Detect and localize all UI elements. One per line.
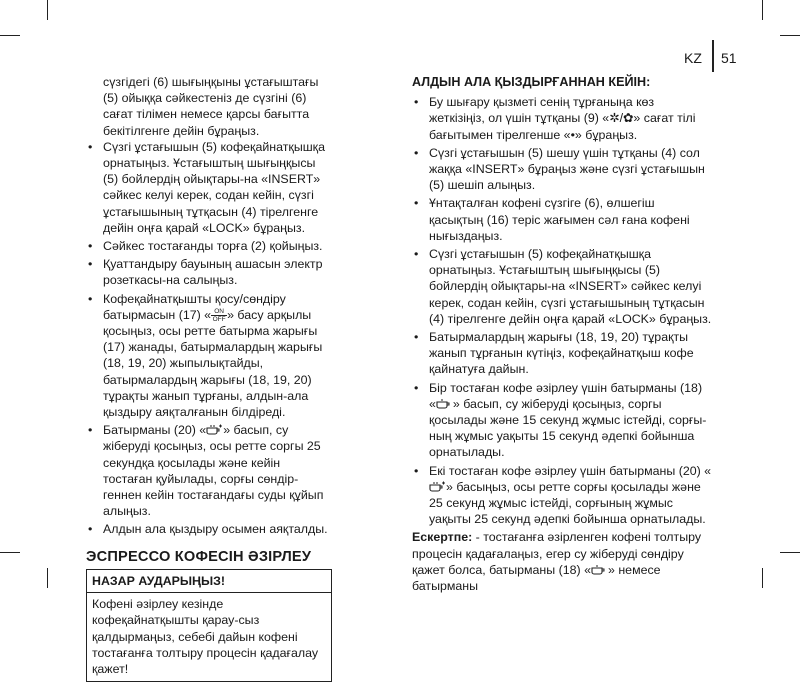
crop-mark <box>780 552 800 553</box>
crop-mark <box>762 568 763 588</box>
double-cup-text-b: » басып, су жіберуді қосыңыз, осы ретте соргы 25 секундқа қосылады және кейін тостаған қуйылады, сорғы сөндір-геннен кейін тостағандағы суды құйып алыңыз. <box>103 423 324 519</box>
list-item: • Сәйкес тостағанды торға (2) қойыңыз. <box>86 238 332 254</box>
list-item: • Ұнтақталған кофені сүзгіге (6), өлшегіш қасықтың (16) теріс жағымен сәл ғана кофені нығыздаңыз. <box>412 195 712 244</box>
list-item: • Сүзгі ұстағышын (5) кофеқайнатқышқа орнатыңыз. Ұстағыштың шығыңқысы (5) бойлердің ойықтары-на «INSERT» сәйкес келуі керек, содан кейін, сүзгі ұстағышының тұтқасын (4) тірелгенге дейін оңға қарай «LOCK» бұраңыз. <box>412 246 712 327</box>
note-paragraph <box>412 529 712 594</box>
list-item: • Кофеқайнатқышты қосу/сөндіру батырмасын (17) « ON OFF » басу арқылы қосыңыз, осы ретте батырма жарығы (17) жанады, батырмалардың жарығы (18, 19, 20) жыпылықтайды, батырмалардың жарығы (18, 19, 20) тұрақты жанып тұрғаны, алдын-ала қыздыру аяқталғанын білдіреді. <box>86 291 332 421</box>
list-item <box>412 380 712 461</box>
note-text-a: - тостағанға әзірленген кофені толтыру процесін қадағалаңыз, егер су жіберуді сөндіру қажет болса, батырманы (18) « <box>412 530 702 577</box>
list-item <box>412 463 712 528</box>
double-cup-icon <box>429 481 446 492</box>
steam-text-b: » сағат тілі бағытымен тірелгенше «•» бұраңыз. <box>429 111 696 142</box>
onoff-on-label: ON <box>211 308 227 316</box>
crop-mark <box>0 35 20 36</box>
crop-mark <box>780 35 800 36</box>
section-title: ЭСПРЕССО КОФЕСІН ӘЗІРЛЕУ <box>86 548 312 565</box>
crop-mark <box>0 552 20 553</box>
single-cup-text-b: » басып, су жіберуді қосыңыз, соргы қосылады және 15 секунд жұмыс істейді, сорғы-ның жұмыс уақыты 15 секунд әдепкі бойынша орнатылады. <box>429 396 707 460</box>
warning-title: НАЗАР АУДАРЫҢЫЗ! <box>87 570 331 593</box>
warning-box <box>86 569 332 682</box>
power-onoff-icon <box>211 308 227 323</box>
left-column <box>86 74 332 682</box>
list-item: • Сүзгі ұстағышын (5) шешу үшін тұтқаны (4) сол жаққа «INSERT» бұраңыз және сүзгі ұстағышын (5) шешіп алыңыз. <box>412 145 712 194</box>
single-cup-icon <box>591 564 608 575</box>
list-item: • Қуаттандыру бауының ашасын электр розеткасы-на салыңыз. <box>86 256 332 288</box>
crop-mark <box>47 568 48 588</box>
steam-symbol-icon: ✲/✿ <box>609 111 634 126</box>
onoff-text-a: Кофеқайнатқышты қосу/сөндіру батырмасын (17) <box>103 291 286 322</box>
list-item: • Алдын ала қыздыру осымен аяқталды. <box>86 521 332 537</box>
double-cup-text-a: Екі тостаған кофе әзірлеу үшін батырманы (20) « <box>429 463 712 478</box>
list-item <box>86 422 332 519</box>
steam-text-a: Бу шығару қызметі сенің тұрғаныңа көз жеткізіңіз, ол үшін тұтқаны (9) « <box>429 95 655 126</box>
left-bullet-list <box>86 139 332 538</box>
single-cup-text-a: Бір тостаған кофе әзірлеу үшін батырманы (18) « <box>429 380 703 411</box>
language-code: KZ <box>684 50 702 66</box>
double-cup-icon <box>206 424 223 435</box>
right-bullet-list <box>412 94 712 527</box>
crop-mark <box>47 0 48 20</box>
list-item: • Батырмалардың жарығы (18, 19, 20) тұрақты жанып тұрғанын күтіңіз, кофеқайнатқыш кофе қайнатуға дайын. <box>412 329 712 378</box>
crop-mark <box>762 0 763 20</box>
header-divider <box>712 40 714 72</box>
double-cup-text-b: » басыңыз, осы ретте сорғы қосылады және 25 секунд жұмыс істейді, сорғының жұмыс уақыты 25 секунд әдепкі бойынша орнатылады. <box>429 479 706 527</box>
single-cup-icon <box>436 398 453 409</box>
note-label: Ескертпе: <box>412 530 473 545</box>
right-column <box>412 74 712 594</box>
list-item: • Сүзгі ұстағышын (5) кофеқайнатқышқа орнатыңыз. Ұстағыштың шығыңқысы (5) бойлердің ойықтары-на «INSERT» сәйкес келуі керек, содан кейін, сүзгі ұстағышының тұтқасын (4) тірелгенге дейін оңға қарай «LOCK» бұраңыз. <box>86 139 332 236</box>
preheat-title: АЛДЫН АЛА ҚЫЗДЫРҒАННАН КЕЙІН: <box>412 75 651 89</box>
double-cup-text-a: Батырманы (20) « <box>103 423 207 438</box>
page-number: 51 <box>721 50 737 66</box>
intro-text: сүзгідегі (6) шығыңқыны ұстағыштағы (5) ойыққа сәйкестеніз де сүзгіні (6) сағат тілімен немесе қарсы бағытта бекітілгенге дейін бұраңыз. <box>103 75 319 138</box>
warning-body: Кофені әзірлеу кезінде кофеқайнатқышты қарау-сыз қалдырмаңыз, себебі дайын кофені тостағанға толтыру процесін қадағалау қажет! <box>92 597 319 676</box>
onoff-text-b: басу арқылы қосыңыз, осы ретте батырма жарығы (17) жанады, батырмалардың жарығы (18, 19, 20) жыпылықтайды, батырмалардың жарығы (18, 19, 20) тұрақты жанып тұрғаны, алдын-ала қыздыру аяқталғанын білдіреді. <box>103 307 323 420</box>
onoff-off-label: OFF <box>212 315 226 323</box>
note-text-b: » немесе батырманы <box>412 562 661 594</box>
list-item <box>412 94 712 143</box>
